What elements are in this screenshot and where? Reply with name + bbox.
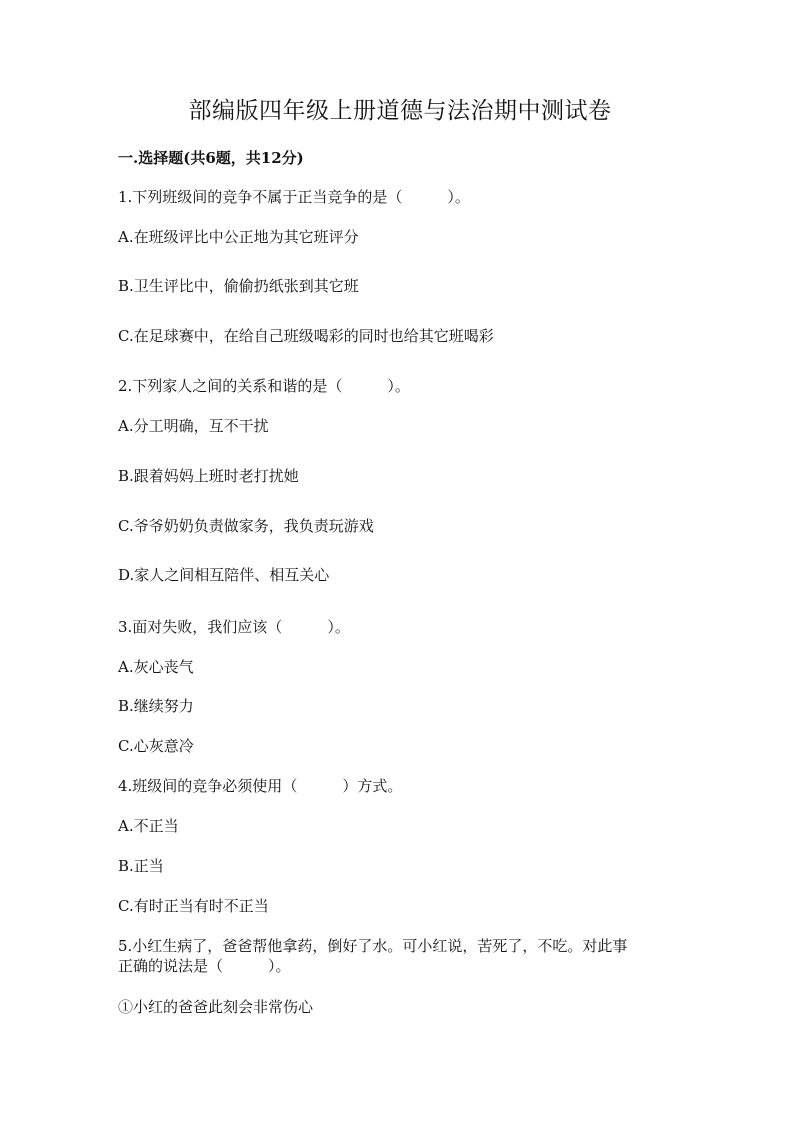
section-heading: 一.选择题(共6题，共12分) (118, 149, 304, 167)
question-3-stem: 3.面对失败，我们应该（ ）。 (118, 618, 350, 636)
question-2-stem: 2.下列家人之间的关系和谐的是（ ）。 (118, 377, 410, 395)
question-5-statement-1: ①小红的爸爸此刻会非常伤心 (118, 998, 314, 1016)
question-2-option-c: C.爷爷奶奶负责做家务，我负责玩游戏 (118, 517, 374, 535)
question-2-option-a: A.分工明确，互不干扰 (118, 417, 269, 435)
question-1-option-c: C.在足球赛中，在给自己班级喝彩的同时也给其它班喝彩 (118, 327, 494, 345)
question-4-option-b: B.正当 (118, 857, 164, 875)
question-2-option-b: B.跟着妈妈上班时老打扰她 (118, 467, 299, 485)
question-1-stem: 1.下列班级间的竞争不属于正当竞争的是（ ）。 (118, 188, 470, 206)
question-4-option-c: C.有时正当有时不正当 (118, 897, 269, 915)
question-5-stem-line-1: 5.小红生病了，爸爸帮他拿药，倒好了水。可小红说，苦死了，不吃。对此事 (118, 937, 628, 955)
page-title: 部编版四年级上册道德与法治期中测试卷 (188, 98, 612, 124)
question-2-option-d: D.家人之间相互陪伴、相互关心 (118, 566, 330, 584)
question-3-option-a: A.灰心丧气 (118, 658, 194, 676)
question-3-option-c: C.心灰意冷 (118, 737, 194, 755)
question-4-option-a: A.不正当 (118, 817, 179, 835)
question-3-option-b: B.继续努力 (118, 697, 194, 715)
question-1-option-a: A.在班级评比中公正地为其它班评分 (118, 228, 359, 246)
question-5-stem-line-2: 正确的说法是（ ）。 (118, 957, 291, 975)
question-1-option-b: B.卫生评比中，偷偷扔纸张到其它班 (118, 277, 359, 295)
question-4-stem: 4.班级间的竞争必须使用（ ）方式。 (118, 777, 403, 795)
